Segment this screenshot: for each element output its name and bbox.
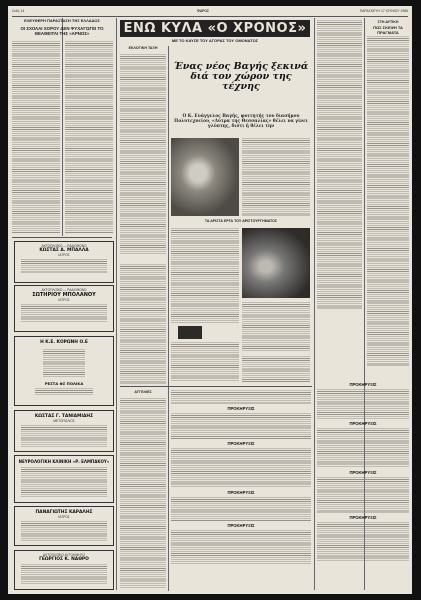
notice-text [171,448,311,488]
right-title: ΠΩΣ ΣΚΕΨΗ ΤΑ ΠΡΑΓΜΑΤΑ [373,26,403,35]
right-notices [317,382,409,588]
left-rule [12,237,112,238]
ad-body [21,425,107,447]
paper-name: ΦΑΡΟΣ [197,9,210,13]
ad-role: ΜΕΤΟΠΟΛΙΟΣ [53,419,75,423]
ad-name: Η Κ.Ε. ΚΟΡΩΝΗ Ο.Ε [40,340,88,345]
page-number: Σελίς 14 [12,9,25,13]
ad-body [21,304,107,322]
running-header [12,9,408,15]
ad-body [21,259,107,273]
feature-text-c [242,302,310,352]
ad-box-2 [14,285,114,332]
notice-heading: ΠΡΟΚΗΡΥΞΙΣ [349,470,377,475]
notice-heading: ΠΡΟΚΗΡΥΞΙΣ [349,421,377,426]
feature-banner: ΕΝΩ ΚΥΛΑ «Ο ΧΡΟΝΟΣ» [120,20,310,37]
ad-body [21,521,107,541]
notice-heading: ΠΡΟΚΗΡΥΞΙΣ [227,406,255,411]
ad-name: ΣΩΤΗΡΙΟΥ ΜΠΟΛΑΝΟΥ [32,292,96,298]
right-label: ΣΤΗ ΔΥΤΙΚΗ [377,20,399,24]
feature-tagline: ΤΑ ΑΡΙΣΤΑ ΕΡΓΑ ΤΟΥ ΑΡΙΣΤΟΥΡΓΗΜΑΤΟΣ [204,219,278,223]
ad-role: ΙΑΤΡΟΣ [58,515,70,519]
right-narrow-text [317,20,362,310]
notice-heading: ΠΡΟΚΗΡΥΞΙΣ [227,441,255,446]
issue-date: ΠΑΡΑΣΚΕΥΗ 17 ΙΟΥΝΙΟΥ 1966 [359,9,408,13]
ad-top-text: ΑΚΤΟΠΛΟΪΚΟ — ΡΑΔΙΟΦΩΝΟ [41,244,87,248]
notice-text [171,530,311,564]
notice-heading: ΠΡΟΚΗΡΥΞΙΣ [349,515,377,520]
notice-heading: ΠΡΟΚΗΡΥΞΙΣ [227,523,255,528]
header-rule [12,16,408,17]
notices-block [171,390,311,590]
left-section-label: ΕΛΕΥΘΕΡΗ ΠΑΡΑΣΤΑΣΗ ΤΗΣ ΕΛΛΑΔΟΣ [24,19,100,23]
column-divider [62,18,63,236]
column-divider [168,46,169,591]
ad-body [21,564,107,584]
feature-headline: Ένας νέος Βαγής ξεκινά διά τον χώρον της τέχνης [173,61,309,92]
ad-body [43,349,85,377]
center-left-column-text [120,54,166,254]
feature-intro: Ο Κ. Ευάγγελος Βαγής, φοιτητής του διασήμου Πολυτεχνείου, «Λύτρα της Θεσσαλίας» θέλει να γίνει γλύπτης, διότι ή θέλει την [174,114,308,129]
ad-role: ΙΑΤΡΟΣ [58,253,70,257]
feature-text-e [242,356,310,382]
ad-box-1 [14,241,114,283]
ad-top-text: ΑΚΤΟΠΛΟΪΚΟ ΑΥΤΟΚΙΝΗΤΟ [43,553,85,557]
ad-box-7 [14,550,114,590]
feature-text-b [171,228,239,323]
notice-text [317,389,409,419]
notice-text [317,428,409,468]
center-left-column-text-2 [120,264,166,384]
ad-role: ΡΕΣΤΑ ΦΣ ΠΟΛΙΚΑ [44,381,84,386]
ad-box-3 [14,336,114,406]
center-rule [120,386,312,387]
column-divider [314,18,315,590]
ad-name: ΓΕΩΡΓΙΟΣ Κ. ΝΑΘΡΟ [39,557,89,562]
notice-text [171,413,311,439]
notice-text [171,390,311,404]
ad-body [35,388,93,396]
feature-text-d [171,342,239,382]
logo-emblem [178,326,202,339]
left-article-title: ΟΙ ΣΧΟΛΑΙ ΧΟΡΟΥ ΔΕΝ ΨΥΧΑΓΩΓΕΙ ΤΟ ΘΕΑΘΕΙΤΑΙ ΤΗΣ «ΑΡΝΟΣ» [20,26,104,37]
ad-box-5 [14,455,114,503]
left-article-text-a [12,41,60,233]
newspaper-page [8,6,412,594]
feature-text-a [242,138,310,216]
notice-heading: ΠΡΟΚΗΡΥΞΙΣ [227,490,255,495]
column-divider [116,18,117,590]
feature-subtitle: ΜΕ ΤΟ ΚΑΥΣΕ ΤΟΥ ΑΓΟΡΑΣ ΤΟΥ ΟΜΟΝΑΤΟΣ [171,38,259,43]
notice-text [317,522,409,562]
ad-top-text: ΑΚΤΟΠΛΟΪΚΟ — ΡΑΔΙΟΦΩΝΟ [41,288,87,292]
classifieds-text [120,398,166,588]
notice-heading: ΠΡΟΚΗΡΥΞΙΣ [349,382,377,387]
sculpture-photo [171,138,239,216]
ad-name: ΚΩΣΤΑΣ Δ. ΜΠΑΛΛΑ [39,248,89,253]
ad-box-6 [14,506,114,546]
ad-body [21,467,107,497]
ad-name: ΠΑΝΑΓΙΩΤΗΣ ΚΑΡΑΛΗΣ [35,510,93,515]
ad-name: ΝΕΥΡΟΛΟΓΙΚΗ ΚΛΙΝΙΚΗ «Ρ. ΕΛΜΠΑΚΟΥ» [18,459,110,464]
notice-text [171,497,311,521]
ad-box-4 [14,410,114,452]
artist-photo [242,228,310,298]
left-article-text-b [65,41,113,233]
ad-name: ΚΩΣΤΑΣ Γ. ΤΑΝΙΑΜΙΔΗΣ [34,414,94,419]
notice-text [317,477,409,513]
right-wide-text [367,36,409,366]
ad-role: ΙΑΤΡΟΣ [58,298,70,302]
classifieds-label: ΑΓΓΕΛΙΕΣ [134,390,152,394]
left-list-label: ΕΚΛΟΓΙΚΗ ΤΑΞΗ [128,46,158,50]
